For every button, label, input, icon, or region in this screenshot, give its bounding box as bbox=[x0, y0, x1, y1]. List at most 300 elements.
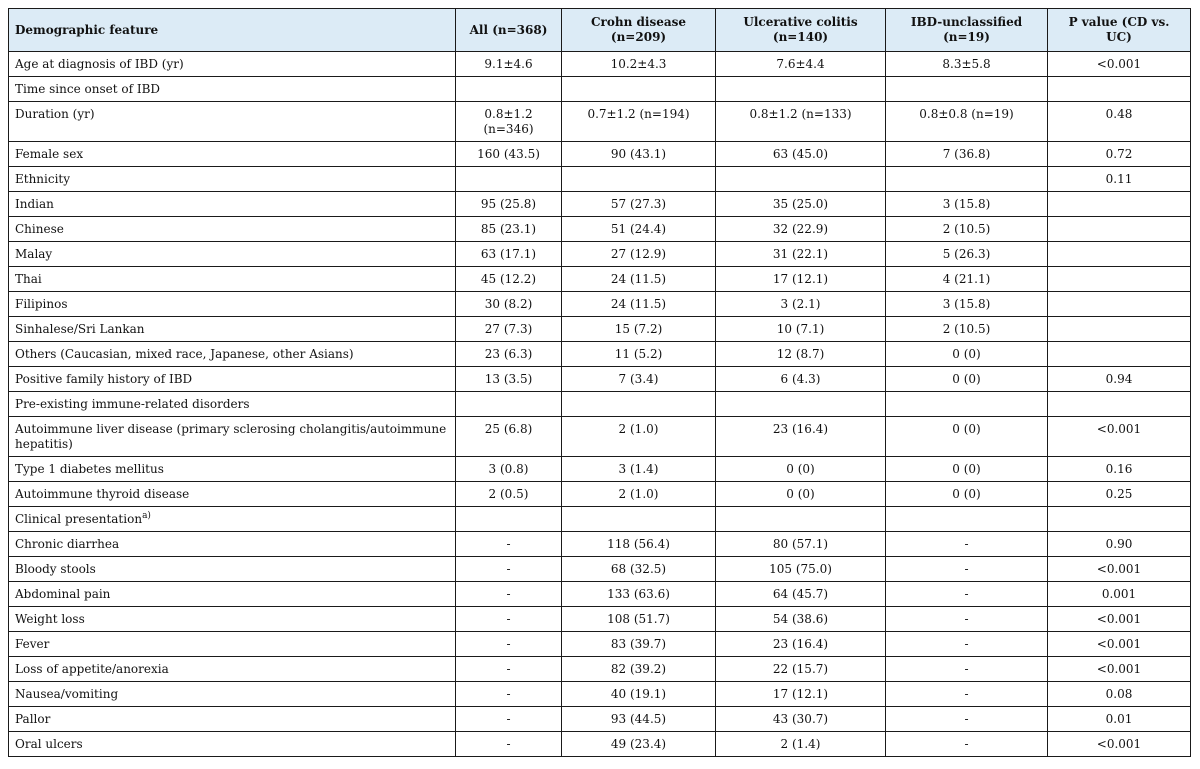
table-row bbox=[9, 732, 1191, 757]
cell-uc-text: 0.8±1.2 (n=133) bbox=[749, 107, 852, 121]
cell-p-value bbox=[1048, 532, 1191, 557]
cell-p-value bbox=[1048, 507, 1191, 532]
cell-p-value bbox=[1048, 457, 1191, 482]
cell-uc bbox=[716, 417, 886, 457]
cell-feature bbox=[9, 317, 456, 342]
cell-all-text: 9.1±4.6 bbox=[484, 57, 533, 71]
cell-all bbox=[456, 167, 562, 192]
cell-p-value-text: 0.94 bbox=[1105, 372, 1133, 386]
cell-uc bbox=[716, 102, 886, 142]
cell-p-value bbox=[1048, 342, 1191, 367]
cell-ibdu bbox=[886, 167, 1048, 192]
cell-uc-text: 22 (15.7) bbox=[772, 662, 829, 676]
cell-crohn-text: 24 (11.5) bbox=[610, 297, 667, 311]
cell-feature bbox=[9, 102, 456, 142]
cell-all-text: - bbox=[506, 737, 511, 751]
cell-crohn-text: 118 (56.4) bbox=[607, 537, 670, 551]
cell-ibdu bbox=[886, 142, 1048, 167]
cell-ibdu bbox=[886, 682, 1048, 707]
cell-all-text: 95 (25.8) bbox=[480, 197, 537, 211]
cell-feature bbox=[9, 732, 456, 757]
cell-crohn bbox=[562, 532, 716, 557]
cell-feature bbox=[9, 342, 456, 367]
cell-uc bbox=[716, 682, 886, 707]
cell-feature bbox=[9, 417, 456, 457]
cell-crohn-text: 82 (39.2) bbox=[610, 662, 667, 676]
cell-all bbox=[456, 682, 562, 707]
cell-crohn bbox=[562, 242, 716, 267]
cell-ibdu bbox=[886, 317, 1048, 342]
cell-all-text: - bbox=[506, 637, 511, 651]
cell-all-text: 45 (12.2) bbox=[480, 272, 537, 286]
cell-ibdu-text: 0.8±0.8 (n=19) bbox=[919, 107, 1014, 121]
cell-all bbox=[456, 317, 562, 342]
cell-uc-text: 43 (30.7) bbox=[772, 712, 829, 726]
cell-crohn-text: 11 (5.2) bbox=[614, 347, 663, 361]
table-row bbox=[9, 317, 1191, 342]
cell-uc-text: 2 (1.4) bbox=[780, 737, 821, 751]
cell-ibdu bbox=[886, 292, 1048, 317]
cell-p-value bbox=[1048, 167, 1191, 192]
cell-p-value-text: <0.001 bbox=[1096, 562, 1142, 576]
cell-ibdu-text: - bbox=[964, 712, 969, 726]
cell-crohn bbox=[562, 707, 716, 732]
cell-ibdu-text: - bbox=[964, 662, 969, 676]
cell-all-text: 3 (0.8) bbox=[488, 462, 529, 476]
table-row bbox=[9, 682, 1191, 707]
cell-crohn-text: 24 (11.5) bbox=[610, 272, 667, 286]
cell-all-text: 27 (7.3) bbox=[484, 322, 533, 336]
table-row bbox=[9, 557, 1191, 582]
table-row bbox=[9, 142, 1191, 167]
cell-crohn bbox=[562, 482, 716, 507]
cell-p-value bbox=[1048, 52, 1191, 77]
cell-ibdu-text: 0 (0) bbox=[952, 487, 981, 501]
cell-p-value-text: 0.25 bbox=[1105, 487, 1133, 501]
cell-p-value bbox=[1048, 707, 1191, 732]
cell-crohn-text: 51 (24.4) bbox=[610, 222, 667, 236]
cell-feature bbox=[9, 482, 456, 507]
cell-all bbox=[456, 457, 562, 482]
cell-uc-text: 23 (16.4) bbox=[772, 422, 829, 436]
cell-feature-text: Filipinos bbox=[15, 297, 68, 311]
cell-uc bbox=[716, 77, 886, 102]
cell-uc bbox=[716, 392, 886, 417]
table-header bbox=[9, 9, 1191, 52]
cell-uc bbox=[716, 342, 886, 367]
cell-feature-text: Malay bbox=[15, 247, 53, 261]
table-row bbox=[9, 632, 1191, 657]
cell-feature-text: Ethnicity bbox=[15, 172, 71, 186]
cell-p-value bbox=[1048, 217, 1191, 242]
cell-crohn bbox=[562, 682, 716, 707]
cell-ibdu-text: - bbox=[964, 737, 969, 751]
cell-all bbox=[456, 342, 562, 367]
cell-all bbox=[456, 657, 562, 682]
cell-all-text: 30 (8.2) bbox=[484, 297, 533, 311]
table-row bbox=[9, 267, 1191, 292]
cell-feature-text: Pallor bbox=[15, 712, 51, 726]
cell-feature-text: Age at diagnosis of IBD (yr) bbox=[15, 57, 184, 71]
cell-feature bbox=[9, 457, 456, 482]
cell-p-value bbox=[1048, 657, 1191, 682]
cell-all bbox=[456, 217, 562, 242]
cell-crohn bbox=[562, 317, 716, 342]
cell-p-value bbox=[1048, 607, 1191, 632]
cell-feature-text: Chronic diarrhea bbox=[15, 537, 120, 551]
cell-crohn bbox=[562, 292, 716, 317]
cell-feature bbox=[9, 292, 456, 317]
cell-crohn bbox=[562, 217, 716, 242]
cell-feature-text: Duration (yr) bbox=[15, 107, 95, 121]
cell-ibdu bbox=[886, 392, 1048, 417]
cell-ibdu bbox=[886, 102, 1048, 142]
cell-p-value bbox=[1048, 142, 1191, 167]
cell-ibdu bbox=[886, 457, 1048, 482]
cell-p-value bbox=[1048, 317, 1191, 342]
cell-feature-text: Female sex bbox=[15, 147, 84, 161]
cell-p-value bbox=[1048, 392, 1191, 417]
cell-all bbox=[456, 607, 562, 632]
cell-crohn-text: 15 (7.2) bbox=[614, 322, 663, 336]
cell-uc-text: 31 (22.1) bbox=[772, 247, 829, 261]
cell-crohn-text: 57 (27.3) bbox=[610, 197, 667, 211]
cell-feature bbox=[9, 77, 456, 102]
cell-ibdu bbox=[886, 52, 1048, 77]
cell-p-value-text: 0.001 bbox=[1101, 587, 1137, 601]
cell-all bbox=[456, 242, 562, 267]
cell-ibdu-text: 4 (21.1) bbox=[942, 272, 991, 286]
cell-crohn-text: 10.2±4.3 bbox=[610, 57, 667, 71]
cell-feature-text: Abdominal pain bbox=[15, 587, 111, 601]
cell-all bbox=[456, 142, 562, 167]
cell-uc-text: 17 (12.1) bbox=[772, 687, 829, 701]
cell-all-text: - bbox=[506, 562, 511, 576]
cell-p-value-text: <0.001 bbox=[1096, 612, 1142, 626]
cell-uc-text: 63 (45.0) bbox=[772, 147, 829, 161]
table-row bbox=[9, 342, 1191, 367]
cell-uc-text: 10 (7.1) bbox=[776, 322, 825, 336]
cell-uc bbox=[716, 242, 886, 267]
cell-uc bbox=[716, 52, 886, 77]
cell-feature-text: Indian bbox=[15, 197, 54, 211]
table-row bbox=[9, 657, 1191, 682]
table-row bbox=[9, 417, 1191, 457]
cell-feature bbox=[9, 632, 456, 657]
cell-uc bbox=[716, 217, 886, 242]
cell-feature bbox=[9, 392, 456, 417]
cell-crohn bbox=[562, 582, 716, 607]
cell-uc bbox=[716, 167, 886, 192]
cell-ibdu bbox=[886, 482, 1048, 507]
cell-uc-text: 64 (45.7) bbox=[772, 587, 829, 601]
cell-all bbox=[456, 532, 562, 557]
cell-uc bbox=[716, 142, 886, 167]
cell-feature-text: Fever bbox=[15, 637, 50, 651]
cell-feature-text: Weight loss bbox=[15, 612, 85, 626]
cell-uc bbox=[716, 482, 886, 507]
cell-uc bbox=[716, 292, 886, 317]
cell-crohn bbox=[562, 77, 716, 102]
cell-p-value-text: <0.001 bbox=[1096, 57, 1142, 71]
cell-all-text: - bbox=[506, 612, 511, 626]
cell-all-text: 160 (43.5) bbox=[477, 147, 540, 161]
cell-feature bbox=[9, 242, 456, 267]
cell-all bbox=[456, 367, 562, 392]
cell-uc-text: 54 (38.6) bbox=[772, 612, 829, 626]
table-row bbox=[9, 507, 1191, 532]
cell-all-text: 63 (17.1) bbox=[480, 247, 537, 261]
cell-crohn bbox=[562, 657, 716, 682]
cell-uc bbox=[716, 707, 886, 732]
cell-all-text: 23 (6.3) bbox=[484, 347, 533, 361]
cell-uc-text: 105 (75.0) bbox=[769, 562, 832, 576]
cell-ibdu bbox=[886, 507, 1048, 532]
cell-ibdu-text: - bbox=[964, 612, 969, 626]
cell-p-value bbox=[1048, 192, 1191, 217]
table-row bbox=[9, 457, 1191, 482]
cell-p-value bbox=[1048, 732, 1191, 757]
cell-p-value bbox=[1048, 367, 1191, 392]
cell-feature bbox=[9, 267, 456, 292]
cell-p-value-text: 0.48 bbox=[1105, 107, 1133, 121]
cell-p-value bbox=[1048, 77, 1191, 102]
cell-feature bbox=[9, 557, 456, 582]
cell-crohn-text: 2 (1.0) bbox=[618, 422, 659, 436]
table-row bbox=[9, 292, 1191, 317]
table-row bbox=[9, 532, 1191, 557]
cell-feature bbox=[9, 607, 456, 632]
cell-p-value bbox=[1048, 292, 1191, 317]
cell-crohn bbox=[562, 392, 716, 417]
cell-feature-text: Bloody stools bbox=[15, 562, 96, 576]
cell-crohn bbox=[562, 192, 716, 217]
cell-crohn-text: 108 (51.7) bbox=[607, 612, 670, 626]
cell-all bbox=[456, 292, 562, 317]
cell-all bbox=[456, 632, 562, 657]
cell-feature-text: Autoimmune thyroid disease bbox=[15, 487, 190, 501]
cell-feature-text: Others (Caucasian, mixed race, Japanese, other Asians) bbox=[15, 347, 354, 361]
cell-crohn-text: 133 (63.6) bbox=[607, 587, 670, 601]
cell-ibdu-text: - bbox=[964, 687, 969, 701]
table-row bbox=[9, 607, 1191, 632]
cell-all-text: 0.8±1.2 (n=346) bbox=[483, 107, 534, 136]
cell-crohn-text: 3 (1.4) bbox=[618, 462, 659, 476]
cell-all bbox=[456, 192, 562, 217]
table-body bbox=[9, 52, 1191, 757]
cell-p-value-text: 0.72 bbox=[1105, 147, 1133, 161]
cell-all bbox=[456, 582, 562, 607]
cell-ibdu bbox=[886, 707, 1048, 732]
cell-uc-text: 17 (12.1) bbox=[772, 272, 829, 286]
cell-crohn-text: 83 (39.7) bbox=[610, 637, 667, 651]
cell-uc bbox=[716, 507, 886, 532]
cell-ibdu-text: - bbox=[964, 637, 969, 651]
cell-ibdu bbox=[886, 532, 1048, 557]
cell-all bbox=[456, 52, 562, 77]
cell-ibdu-text: - bbox=[964, 537, 969, 551]
cell-all-text: - bbox=[506, 587, 511, 601]
cell-ibdu-text: 3 (15.8) bbox=[942, 197, 991, 211]
cell-crohn bbox=[562, 607, 716, 632]
cell-ibdu bbox=[886, 417, 1048, 457]
cell-crohn-text: 49 (23.4) bbox=[610, 737, 667, 751]
cell-feature bbox=[9, 167, 456, 192]
cell-p-value bbox=[1048, 417, 1191, 457]
cell-ibdu-text: - bbox=[964, 587, 969, 601]
cell-uc bbox=[716, 582, 886, 607]
cell-feature-text: Clinical presentation bbox=[15, 512, 143, 526]
cell-feature bbox=[9, 657, 456, 682]
header-ulcerative-colitis: Ulcerative colitis (n=140) bbox=[716, 9, 886, 52]
cell-feature bbox=[9, 707, 456, 732]
cell-p-value-text: 0.11 bbox=[1105, 172, 1133, 186]
cell-ibdu-text: 0 (0) bbox=[952, 372, 981, 386]
cell-feature-text: Time since onset of IBD bbox=[15, 82, 161, 96]
cell-uc-text: 0 (0) bbox=[786, 462, 815, 476]
cell-all-text: 13 (3.5) bbox=[484, 372, 533, 386]
cell-feature-text: Type 1 diabetes mellitus bbox=[15, 462, 164, 476]
cell-p-value bbox=[1048, 682, 1191, 707]
cell-ibdu-text: 5 (26.3) bbox=[942, 247, 991, 261]
cell-uc-text: 12 (8.7) bbox=[776, 347, 825, 361]
table-row bbox=[9, 367, 1191, 392]
cell-uc bbox=[716, 632, 886, 657]
cell-all-text: - bbox=[506, 712, 511, 726]
cell-p-value bbox=[1048, 482, 1191, 507]
cell-feature bbox=[9, 582, 456, 607]
cell-feature bbox=[9, 507, 456, 532]
cell-crohn bbox=[562, 417, 716, 457]
cell-all bbox=[456, 707, 562, 732]
cell-all-text: - bbox=[506, 662, 511, 676]
cell-crohn bbox=[562, 342, 716, 367]
cell-crohn bbox=[562, 632, 716, 657]
cell-feature-text: Autoimmune liver disease (primary sclerosing cholangitis/autoimmune hepatitis) bbox=[15, 422, 447, 451]
header-all: All (n=368) bbox=[456, 9, 562, 52]
cell-uc-text: 35 (25.0) bbox=[772, 197, 829, 211]
table-row bbox=[9, 167, 1191, 192]
table-row bbox=[9, 242, 1191, 267]
cell-ibdu bbox=[886, 582, 1048, 607]
cell-uc bbox=[716, 192, 886, 217]
cell-all bbox=[456, 507, 562, 532]
cell-ibdu-text: 0 (0) bbox=[952, 347, 981, 361]
table-row bbox=[9, 482, 1191, 507]
cell-ibdu-text: 3 (15.8) bbox=[942, 297, 991, 311]
table-row bbox=[9, 707, 1191, 732]
table-row bbox=[9, 217, 1191, 242]
cell-all-text: 2 (0.5) bbox=[488, 487, 529, 501]
cell-feature bbox=[9, 142, 456, 167]
cell-uc bbox=[716, 557, 886, 582]
cell-crohn bbox=[562, 732, 716, 757]
cell-all-text: - bbox=[506, 537, 511, 551]
cell-ibdu bbox=[886, 77, 1048, 102]
cell-uc-text: 80 (57.1) bbox=[772, 537, 829, 551]
table-row bbox=[9, 192, 1191, 217]
cell-all bbox=[456, 77, 562, 102]
cell-feature-text: Positive family history of IBD bbox=[15, 372, 193, 386]
cell-feature-text: Oral ulcers bbox=[15, 737, 83, 751]
cell-feature-text: Nausea/vomiting bbox=[15, 687, 119, 701]
cell-uc-text: 32 (22.9) bbox=[772, 222, 829, 236]
cell-p-value-text: 0.16 bbox=[1105, 462, 1133, 476]
cell-all bbox=[456, 732, 562, 757]
table-row bbox=[9, 582, 1191, 607]
cell-uc bbox=[716, 607, 886, 632]
cell-p-value-text: <0.001 bbox=[1096, 662, 1142, 676]
cell-p-value bbox=[1048, 557, 1191, 582]
table-row bbox=[9, 77, 1191, 102]
cell-crohn-text: 27 (12.9) bbox=[610, 247, 667, 261]
cell-p-value-text: <0.001 bbox=[1096, 637, 1142, 651]
cell-ibdu-text: 2 (10.5) bbox=[942, 322, 991, 336]
cell-crohn-text: 93 (44.5) bbox=[610, 712, 667, 726]
cell-ibdu bbox=[886, 242, 1048, 267]
demographics-table bbox=[8, 8, 1191, 757]
cell-feature-text: Pre-existing immune-related disorders bbox=[15, 397, 250, 411]
cell-crohn bbox=[562, 367, 716, 392]
cell-uc bbox=[716, 317, 886, 342]
cell-feature bbox=[9, 532, 456, 557]
cell-crohn bbox=[562, 457, 716, 482]
cell-ibdu bbox=[886, 657, 1048, 682]
cell-ibdu bbox=[886, 732, 1048, 757]
table-row bbox=[9, 102, 1191, 142]
cell-ibdu bbox=[886, 607, 1048, 632]
cell-all bbox=[456, 267, 562, 292]
cell-ibdu-text: 0 (0) bbox=[952, 422, 981, 436]
header-p-value: P value (CD vs. UC) bbox=[1048, 9, 1191, 52]
cell-uc-text: 23 (16.4) bbox=[772, 637, 829, 651]
cell-feature bbox=[9, 217, 456, 242]
cell-feature bbox=[9, 192, 456, 217]
cell-uc-text: 7.6±4.4 bbox=[776, 57, 825, 71]
table-row bbox=[9, 52, 1191, 77]
cell-crohn bbox=[562, 267, 716, 292]
cell-feature-text: Chinese bbox=[15, 222, 64, 236]
cell-ibdu-text: 8.3±5.8 bbox=[942, 57, 991, 71]
cell-p-value bbox=[1048, 267, 1191, 292]
cell-all-text: 25 (6.8) bbox=[484, 422, 533, 436]
cell-ibdu bbox=[886, 342, 1048, 367]
cell-p-value-text: 0.08 bbox=[1105, 687, 1133, 701]
cell-p-value-text: <0.001 bbox=[1096, 737, 1142, 751]
cell-uc bbox=[716, 457, 886, 482]
table-row bbox=[9, 392, 1191, 417]
cell-ibdu-text: 7 (36.8) bbox=[942, 147, 991, 161]
cell-all bbox=[456, 417, 562, 457]
cell-uc bbox=[716, 657, 886, 682]
cell-feature-text: Thai bbox=[15, 272, 42, 286]
cell-crohn bbox=[562, 52, 716, 77]
cell-all bbox=[456, 102, 562, 142]
cell-crohn-text: 40 (19.1) bbox=[610, 687, 667, 701]
cell-p-value bbox=[1048, 102, 1191, 142]
cell-p-value-text: <0.001 bbox=[1096, 422, 1142, 436]
cell-crohn-text: 90 (43.1) bbox=[610, 147, 667, 161]
cell-crohn-text: 7 (3.4) bbox=[618, 372, 659, 386]
cell-ibdu-text: 0 (0) bbox=[952, 462, 981, 476]
cell-uc-text: 0 (0) bbox=[786, 487, 815, 501]
cell-crohn bbox=[562, 102, 716, 142]
header-crohn-disease: Crohn disease (n=209) bbox=[562, 9, 716, 52]
cell-ibdu bbox=[886, 192, 1048, 217]
cell-uc bbox=[716, 267, 886, 292]
cell-crohn-text: 2 (1.0) bbox=[618, 487, 659, 501]
footnote-marker: a) bbox=[142, 511, 151, 521]
